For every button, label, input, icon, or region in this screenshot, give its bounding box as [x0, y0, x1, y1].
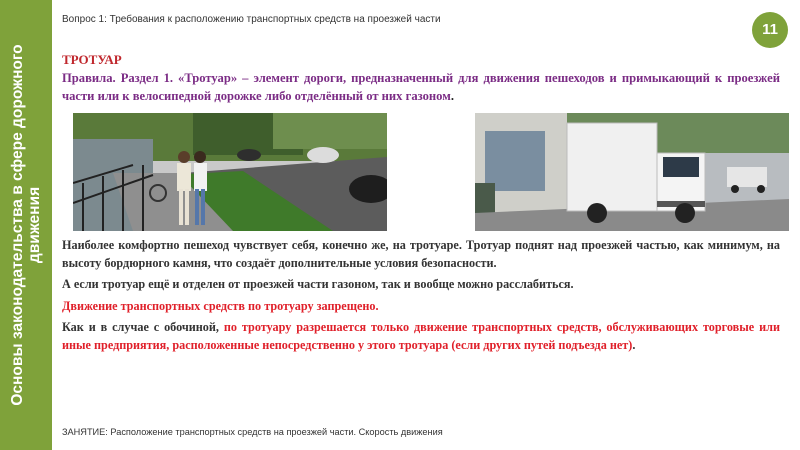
section-title: ТРОТУАР — [62, 52, 122, 67]
body-text — [62, 237, 780, 358]
question-header: Вопрос 1: Требования к расположению транспортных средств на проезжей части — [62, 14, 441, 25]
slide-number-badge: 11 — [752, 12, 788, 48]
paragraph-comfort: Наиболее комфортно пешеход чувствует себя, конечно же, на тротуаре. Тротуар поднят над проезжей частью, как минимум, на высоту бордюрного камня, что создаёт дополнительные условия безопасности. — [62, 238, 780, 270]
photo-sidewalk-pedestrians — [73, 113, 387, 231]
exception-highlight: по тротуару разрешается только движение транспортных средств, обслуживающих торговые или иные предприятия, расположенные непосредственно у этого тротуара (если других путей подъезда нет) — [62, 320, 780, 352]
rule-text: Правила. Раздел 1. «Тротуар» – элемент дороги, предназначенный для движения пешеходов и примыкающий к проезжей части или к велосипедной дорожке либо отделённый от них газоном — [62, 71, 780, 103]
lesson-footer: ЗАНЯТИЕ: Расположение транспортных средств на проезжей части. Скорость движения — [62, 427, 443, 437]
sidebar-title: Основы законодательства в сфере дорожного движения — [9, 44, 43, 406]
photo-truck-on-sidewalk — [475, 113, 789, 231]
paragraph-lawn: А если тротуар ещё и отделен от проезжей части газоном, так и вообще можно расслабиться. — [62, 277, 574, 291]
paragraph-prohibition: Движение транспортных средств по тротуару запрещено. — [62, 298, 379, 313]
rule-definition — [62, 70, 780, 105]
rule-end: . — [450, 88, 454, 103]
exception-end: . — [632, 337, 636, 352]
paragraph-exception — [62, 319, 780, 354]
exception-start: Как и в случае с обочиной, — [62, 320, 224, 334]
sidebar — [0, 0, 52, 450]
